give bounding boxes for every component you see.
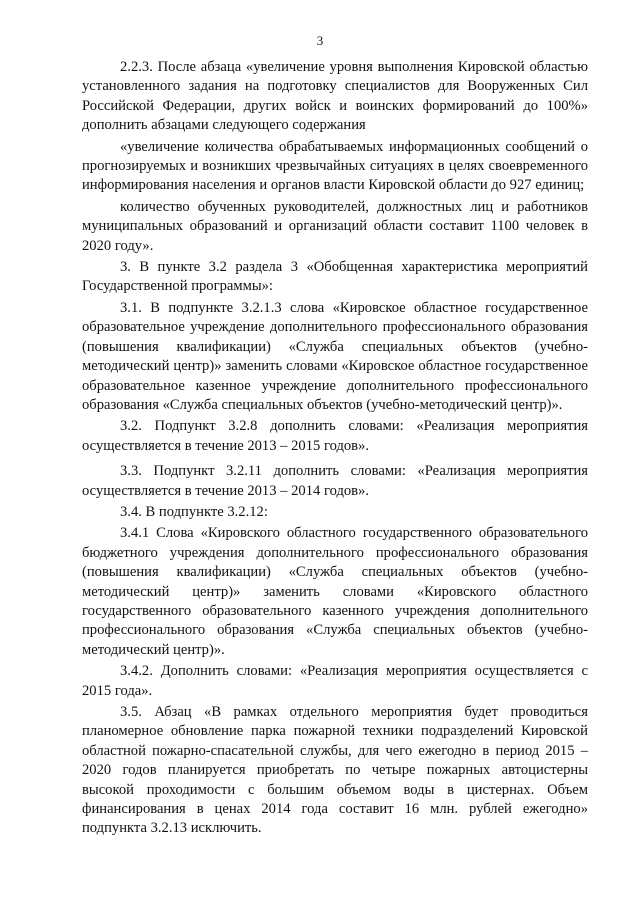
paragraph-quote-trained: количество обученных руководителей, должностных лиц и работников муниципальных образований и организаций области составит 1100 человек в 2020 году». [82,198,588,254]
paragraph-3-1: 3.1. В подпункте 3.2.1.3 слова «Кировское областное государственное образовательное учреждение дополнительного профессионального образования (повышения квалификации) «Служба специальных объектов (учебно-методический центр)» заменить словами «Кировское областное государственное образовательное казенное учреждение дополнительного профессионального образования «Служба специальных объектов (учебно-методический центр)». [82,299,588,413]
page-number: 3 [316,33,324,48]
paragraph-3-2: 3.2. Подпункт 3.2.8 дополнить словами: «Реализация мероприятия осуществляется в течение 2013 – 2015 годов». [82,418,588,454]
paragraph-3: 3. В пункте 3.2 раздела 3 «Обобщенная характеристика мероприятий Государственной программы»: [82,259,588,295]
paragraph-3-4: 3.4. В подпункте 3.2.12: [120,503,268,520]
document-body [82,58,588,841]
paragraph-quote-notifications: «увеличение количества обрабатываемых информационных сообщений о прогнозируемых и возникших чрезвычайных ситуациях в целях своевременного информирования населения и органов власти Кировской области до 927 единиц; [82,138,588,194]
paragraph-3-4-2: 3.4.2. Дополнить словами: «Реализация мероприятия осуществляется с 2015 года». [82,663,588,699]
paragraph-3-4-1: 3.4.1 Слова «Кировского областного государственного образовательного бюджетного учреждения дополнительного профессионального образования (повышения квалификации) «Служба специальных объектов (учебно-методический центр)» заменить словами «Кировского областного государственного образовательного казенного учреждения дополнительного профессионального образования «Служба специальных объектов (учебно-методический центр)». [82,525,588,658]
paragraph-3-5: 3.5. Абзац «В рамках отдельного мероприятия будет проводиться планомерное обновление парка пожарной техники подразделений Кировской областной пожарно-спасательной службы, для чего ежегодно в период 2015 – 2020 годов планируется приобретать по четыре пожарных автоцистерны высокой проходимости с большим объемом воды в цистернах. Объем финансирования в ценах 2014 года составит 16 млн. рублей ежегодно» подпункта 3.2.13 исключить. [82,704,588,837]
paragraph-3-3: 3.3. Подпункт 3.2.11 дополнить словами: «Реализация мероприятия осуществляется в течение 2013 – 2014 годов». [82,463,588,499]
paragraph-2-2-3: 2.2.3. После абзаца «увеличение уровня выполнения Кировской областью установленного задания на подготовку специалистов для Вооруженных Сил Российской Федерации, других войск и воинских формирований до 100%» дополнить абзацами следующего содержания [82,59,588,134]
